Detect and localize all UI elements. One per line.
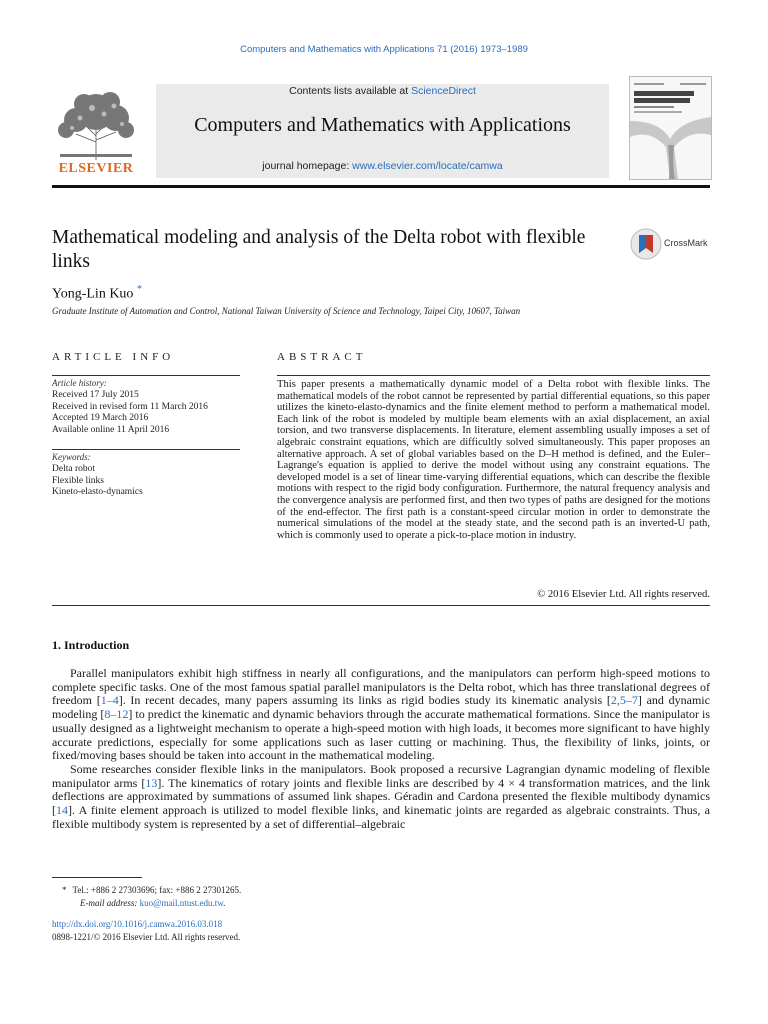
keyword-item: Flexible links [52, 475, 104, 486]
article-history-list [52, 390, 242, 436]
footnote-marker: * [62, 885, 67, 895]
abstract-bottom-rule [52, 605, 710, 606]
section-heading-introduction: 1. Introduction [52, 638, 130, 652]
author-affiliation: Graduate Institute of Automation and Control, National Taiwan University of Science and Technology, Taipei City, 10607, Taiwan [52, 306, 521, 316]
citation-link[interactable]: 13 [145, 775, 158, 790]
footnote-rule [52, 877, 142, 878]
abstract-heading: ABSTRACT [277, 351, 367, 363]
citation-link[interactable]: 1–4 [100, 693, 119, 708]
keyword-item: Delta robot [52, 464, 96, 474]
sciencedirect-link[interactable]: ScienceDirect [411, 85, 476, 97]
keywords-rule [52, 449, 240, 450]
article-info-rule [52, 375, 240, 376]
email-label: E-mail address: [80, 898, 140, 908]
crossmark-label[interactable]: CrossMark [664, 238, 708, 248]
issn-copyright: 0898-1221/© 2016 Elsevier Ltd. All rights reserved. [52, 932, 241, 942]
paragraph [52, 763, 710, 832]
homepage-line [156, 160, 609, 172]
history-item: Received 17 July 2015 [52, 390, 139, 400]
journal-cover-thumbnail[interactable] [629, 76, 712, 180]
contents-line [156, 85, 609, 97]
crossmark-icon [630, 228, 662, 260]
header-divider [52, 185, 710, 188]
history-item: Received in revised form 11 March 2016 [52, 401, 208, 412]
text-run: ] to predict the kinematic and dynamic behaviors through the accurate mathematical formations. Since the manipulator is usually designed as a lightweight mechanism to operate a high-speed motion with high loads, it becomes more significant to have highly accurate predictions, especially for some applications such as laser cutting or machining. Thus, the flexibility of links, joints, or fixed/moving bases should be taken into account in the mathematical modeling. [52, 707, 710, 763]
contents-prefix: Contents lists available at [289, 85, 412, 97]
doi-link[interactable]: http://dx.doi.org/10.1016/j.camwa.2016.03.018 [52, 919, 223, 929]
text-run: Some researches consider flexible links in the manipulators. Book proposed a recursive Lagrangian dynamic modeling of flexible manipulator arms [ [52, 761, 710, 790]
author-name [52, 284, 142, 303]
abstract-copyright: © 2016 Elsevier Ltd. All rights reserved. [537, 589, 710, 600]
text-run: ]. The kinematics of rotary joints and flexible links are described by 4 × 4 transformation matrices, and the link deflections are approximated by summations of assumed link shapes. Géradin and Cardona presented the flexible multibody dynamics [ [52, 775, 710, 818]
author-footnote-marker[interactable]: * [136, 284, 142, 295]
history-item: Available online 11 April 2016 [52, 424, 170, 435]
abstract-rule [277, 375, 710, 376]
introduction-body [52, 667, 710, 831]
email-suffix: . [223, 898, 226, 908]
text-run: ] and dynamic modeling [ [52, 693, 710, 722]
journal-homepage-link[interactable]: www.elsevier.com/locate/camwa [352, 160, 503, 172]
keywords-label: Keywords: [52, 452, 91, 462]
article-info-heading: ARTICLE INFO [52, 351, 175, 363]
citation-link[interactable]: 14 [56, 803, 68, 818]
homepage-prefix: journal homepage: [262, 160, 353, 172]
history-item: Accepted 19 March 2016 [52, 413, 149, 423]
text-run: Parallel manipulators exhibit high stiffness in nearly all configurations, and the manipulators can perform high-speed motions to complete specific tasks. One of the most famous spatial parallel manipulators is the Delta robot, which has three translational degrees of freedom [ [52, 666, 710, 708]
text-run: ]. A finite element approach is utilized to model flexible links, and kinematic joints are regarded as algebraic constraints. Thus, a flexible multibody system is represented by a set of differential–algebraic [52, 803, 710, 831]
text-run: ]. In recent decades, many papers assuming its links as rigid bodies study its kinematic analysis [ [118, 693, 611, 708]
citation-link[interactable]: 8–12 [104, 707, 129, 722]
footnote-email [80, 898, 225, 908]
author-email-link[interactable]: kuo@mail.ntust.edu.tw [139, 898, 224, 908]
journal-title: Computers and Mathematics with Applications [194, 114, 571, 136]
keyword-item: Kineto-elasto-dynamics [52, 487, 143, 497]
paper-title: Mathematical modeling and analysis of the Delta robot with flexible links [52, 227, 586, 272]
citation-link[interactable]: 2,5–7 [610, 693, 638, 708]
article-history-label: Article history: [52, 378, 107, 388]
paragraph [52, 667, 710, 763]
journal-citation-link[interactable]: Computers and Mathematics with Applications 71 (2016) 1973–1989 [240, 44, 528, 55]
keywords-list [52, 464, 242, 499]
publisher-name: ELSEVIER [58, 161, 134, 176]
footnote-contact-text: Tel.: +886 2 27303696; fax: +886 2 27301265. [72, 885, 242, 895]
footnote-contact [62, 885, 241, 895]
abstract-text: This paper presents a mathematically dynamic model of a Delta robot with flexible links. The mathematical models of the robot cannot be represented by partial differential equations, so this paper utilizes the kineto-elasto-dynamics and the finite element method to perform a mathematical model. Each link of the robot is modeled by multiple beam elements with an axial displacement, an axial torsion, and two transverse displacements. In literature, element assembling usually imposes a set of algebraic constraint equations, which are difficultly solved simultaneously. This paper proposes an alternative approach. A set of global variables based on the D–H method is defined, and the Euler–Lagrange's equation is applied to derive the model without using any constraint equations. The developed model is a set of linear time-varying differential equations, which can describe the flexible motions with respect to the rigid body configuration. Furthermore, the natural frequency analysis and the convergence analysis are performed first, and then two types of paths are designed for the motions of the end-effector. The first path is a constant-speed circular motion in order to demonstrate the numerical simulations of the model at the steady state, and the second path is an inverted-U path, which is commonly used to operate a pick-to-place motion in industry. [277, 379, 710, 541]
author-name-text: Yong-Lin Kuo [52, 286, 134, 302]
